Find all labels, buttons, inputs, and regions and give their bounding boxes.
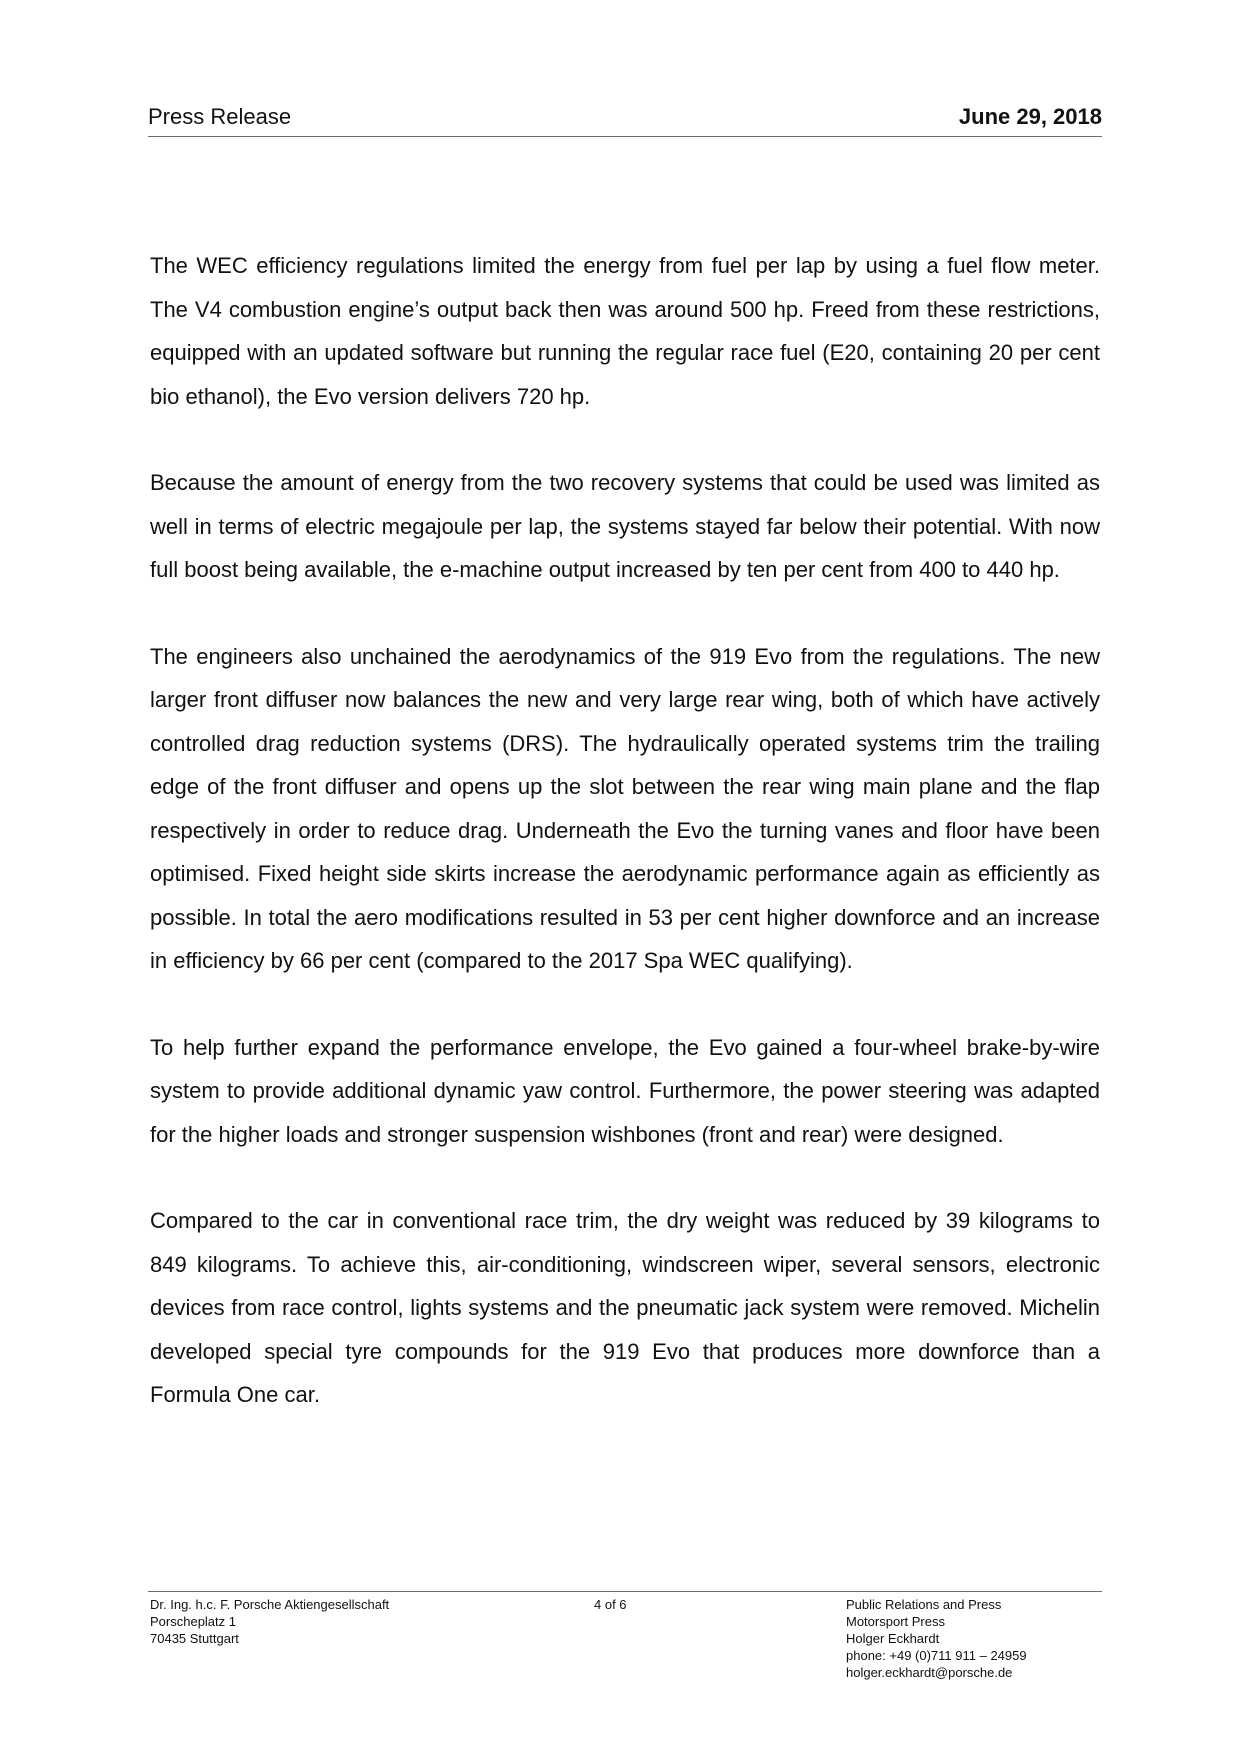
contact-phone: phone: +49 (0)711 911 – 24959 [846,1648,1027,1663]
paragraph-energy-recovery: Because the amount of energy from the two recovery systems that could be used was limited as well in terms of electric megajoule per lap, the systems stayed far below their potential. With now full boost being available, the e-machine output increased by ten per cent from 400 to 440 hp. [150,470,1100,582]
page-footer [148,1591,1102,1680]
document-type-title: Press Release [148,104,292,129]
contact-email-link[interactable]: holger.eckhardt@porsche.de [846,1665,1013,1680]
company-street: Porscheplatz 1 [150,1614,236,1629]
contact-division: Motorsport Press [846,1614,945,1629]
company-name: Dr. Ing. h.c. F. Porsche Aktiengesellschaft [150,1597,390,1612]
contact-department: Public Relations and Press [846,1597,1002,1612]
paragraph-dry-weight: Compared to the car in conventional race trim, the dry weight was reduced by 39 kilograms to 849 kilograms. To achieve this, air-conditioning, windscreen wiper, several sensors, electronic devices from race control, lights systems and the pneumatic jack system were removed. Michelin developed special tyre compounds for the 919 Evo that produces more downforce than a Formula One car. [150,1208,1100,1407]
release-date: June 29, 2018 [958,104,1102,129]
paragraph-brake-by-wire: To help further expand the performance envelope, the Evo gained a four-wheel brake-by-wire system to provide additional dynamic yaw control. Furthermore, the power steering was adapted for the higher loads and stronger suspension wishbones (front and rear) were designed. [150,1034,1100,1147]
press-contact [846,1596,1027,1681]
paragraph-aerodynamics: The engineers also unchained the aerodynamics of the 919 Evo from the regulations. The new larger front diffuser now balances the new and very large rear wing, both of which have actively controlled drag reduction systems (DRS). The hydraulically operated systems trim the trailing edge of the front diffuser and opens up the slot between the rear wing main plane and the flap respectively in order to reduce drag. Underneath the Evo the turning vanes and floor have been optimised. Fixed height side skirts increase the aerodynamic performance again as efficiently as possible. In total the aero modifications resulted in 53 per cent higher downforce and an increase in efficiency by 66 per cent (compared to the 2017 Spa WEC qualifying). [150,643,1100,973]
document-body [150,244,1100,1460]
company-address [150,1596,389,1647]
page-header [148,102,1102,137]
company-city: 70435 Stuttgart [150,1631,239,1646]
page-number: 4 of 6 [594,1597,627,1612]
contact-name: Holger Eckhardt [846,1631,940,1646]
page-number-block [594,1596,714,1613]
paragraph-fuel-efficiency: The WEC efficiency regulations limited the energy from fuel per lap by using a fuel flow meter. The V4 combustion engine’s output back then was around 500 hp. Freed from these restrictions, equipped with an updated software but running the regular race fuel (E20, containing 20 per cent bio ethanol), the Evo version delivers 720 hp. [150,253,1100,409]
